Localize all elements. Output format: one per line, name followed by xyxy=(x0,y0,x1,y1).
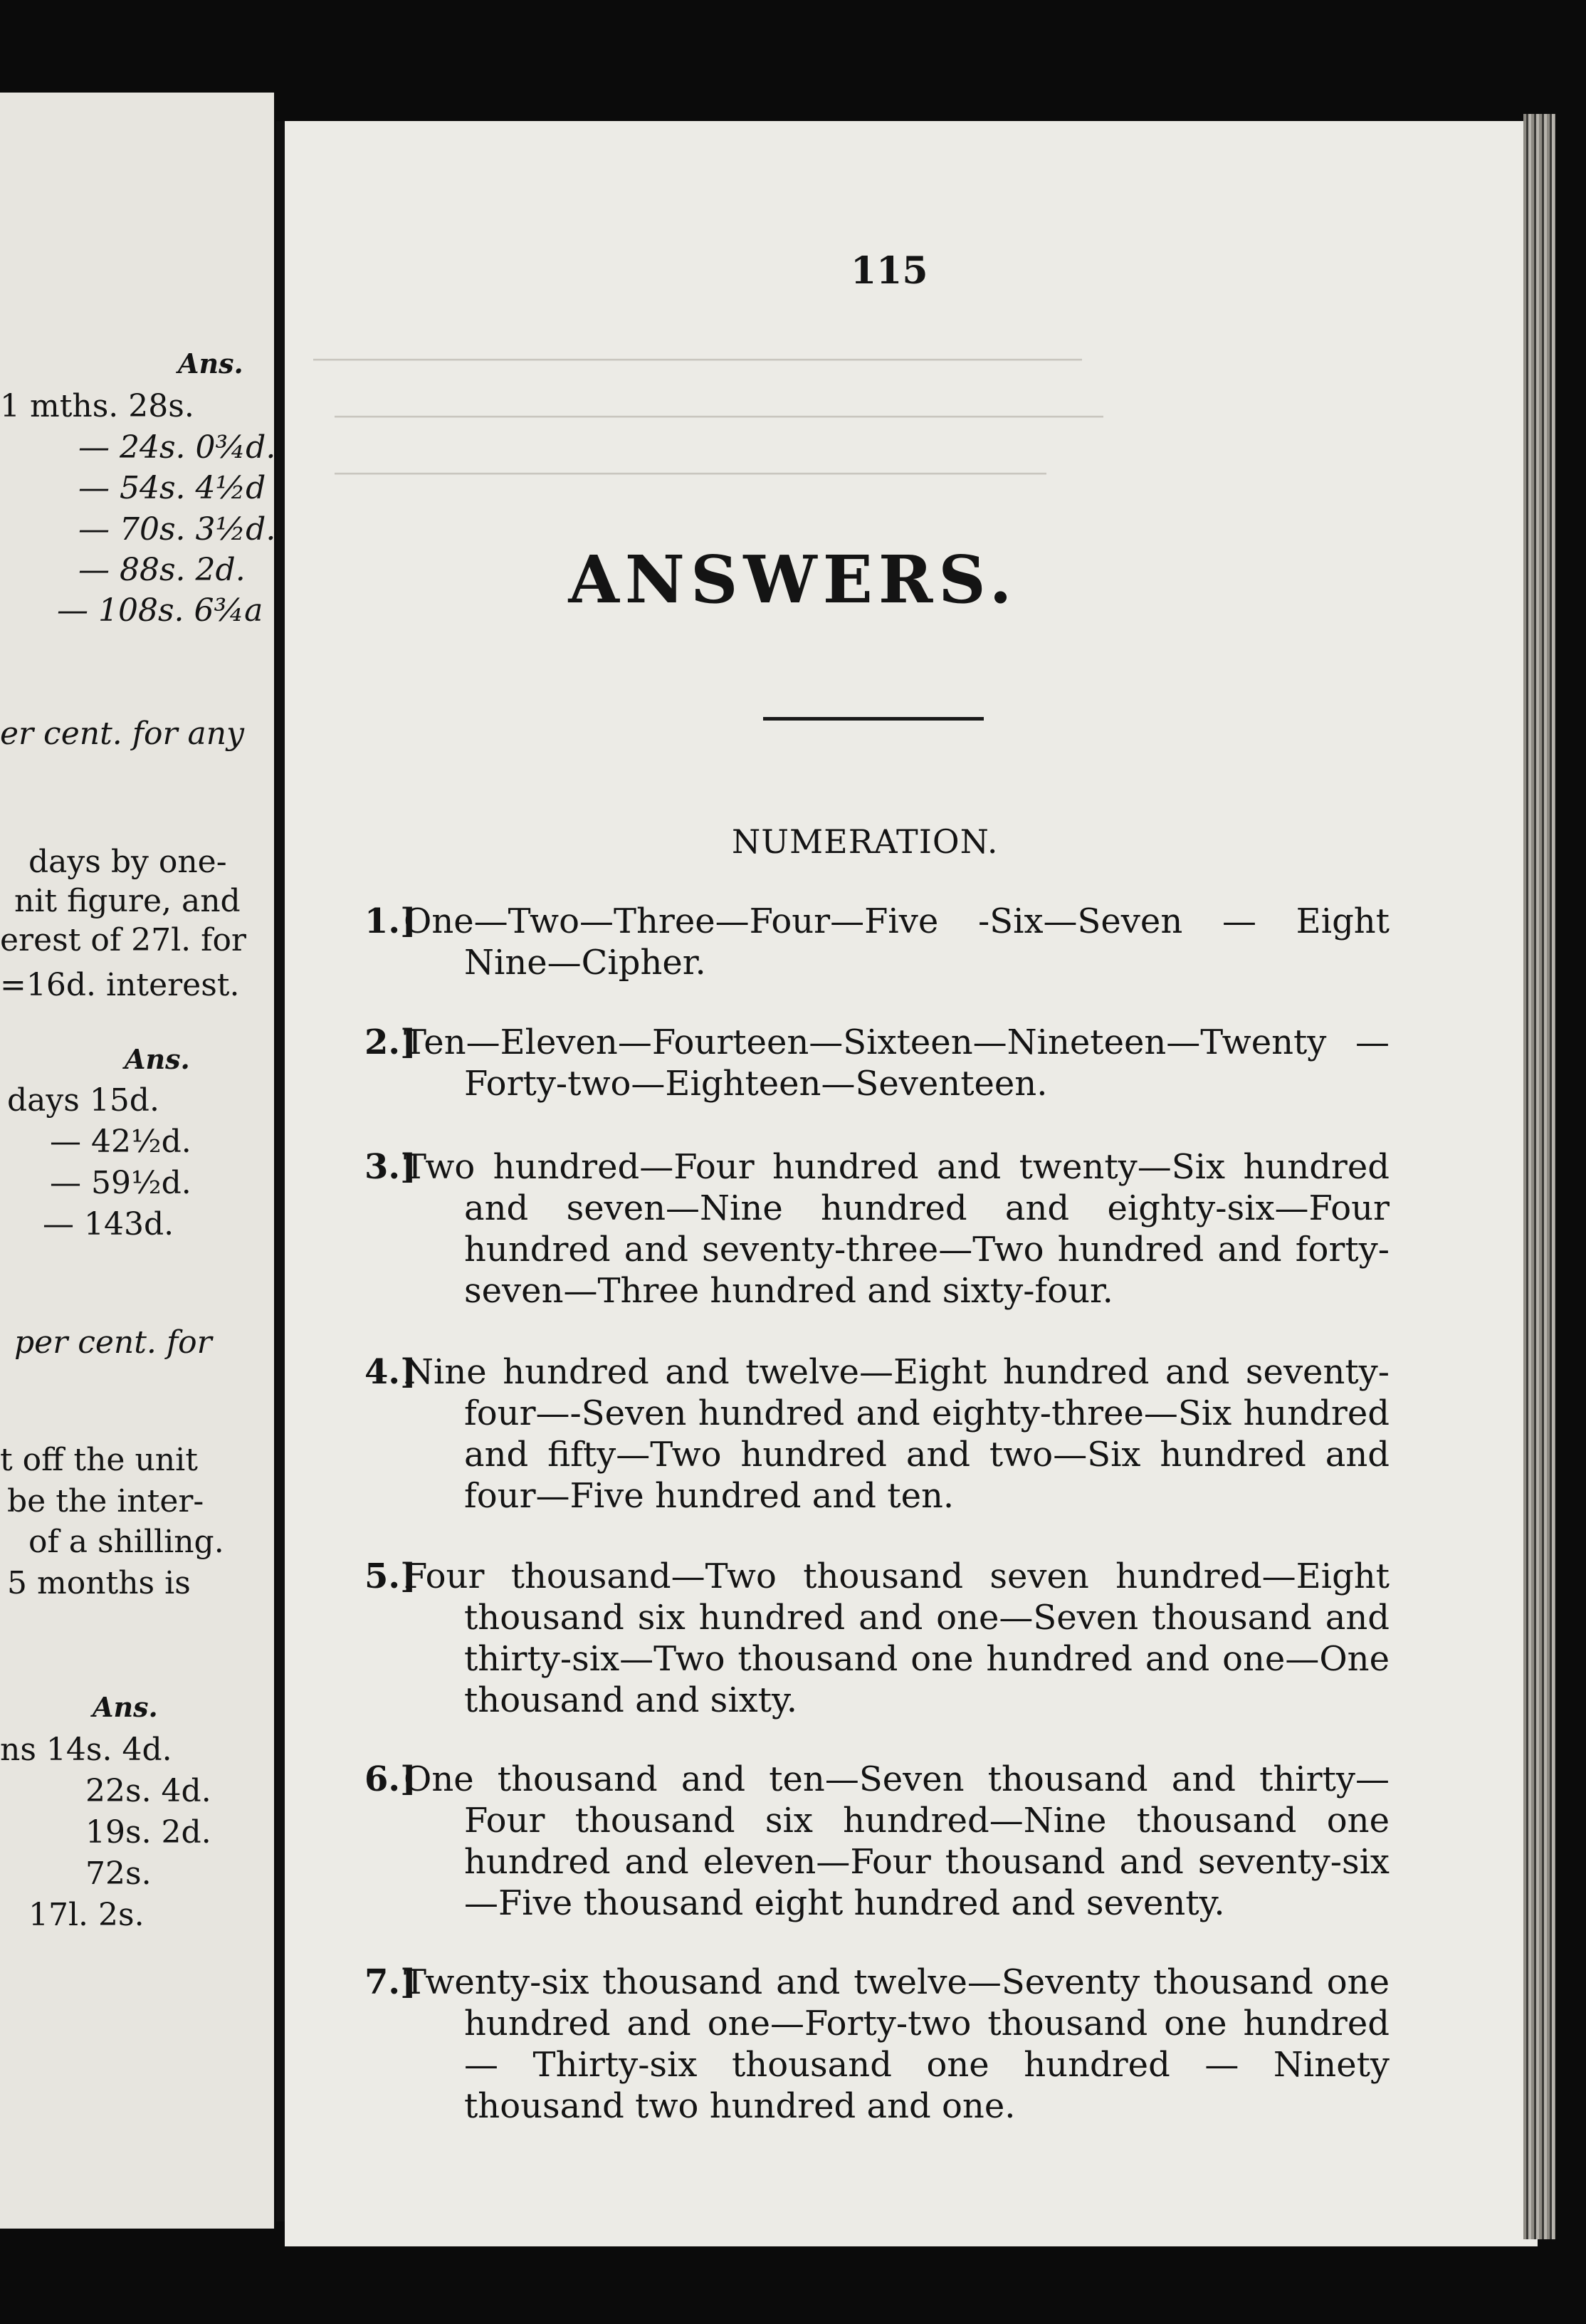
fragment-line: — 108s. 6¾a xyxy=(57,592,263,629)
fragment-line: 17l. 2s. xyxy=(28,1897,145,1933)
bleed-through-text: ――――――――――――――――――――――――――― xyxy=(313,342,1082,375)
answer-number: 2.] xyxy=(364,1022,416,1062)
fragment-line: — 70s. 3½d. xyxy=(78,511,276,548)
fragment-line: 1 mths. 28s. xyxy=(0,388,194,424)
fragment-line: — 88s. 2d. xyxy=(78,552,246,588)
answer-text: One thousand and ten—Seven thousand and thirty—Four thousand six hundred—Nine thousand one hundred and eleven—Four thousand and seventy-six—Five thousand eight hundred and seventy. xyxy=(404,1759,1390,1923)
answer-number: 6.] xyxy=(364,1759,416,1799)
fragment-line: 5 months is xyxy=(7,1565,191,1601)
fragment-line: er cent. for any xyxy=(0,716,244,752)
page-edge xyxy=(1523,114,1555,2239)
fragment-line: be the inter- xyxy=(7,1483,204,1519)
fragment-line: 19s. 2d. xyxy=(85,1814,211,1851)
answer-label: Ans. xyxy=(178,347,243,380)
fragment-line: =16d. interest. xyxy=(0,967,240,1003)
answer-text: Twenty-six thousand and twelve—Seventy thousand one hundred and one—Forty-two thousand one hundred — Thirty-six thousand one hundred — Ninety thousand two hundred and one. xyxy=(404,1962,1390,2126)
answer-text: Ten—Eleven—Fourteen—Sixteen—Nineteen—Twenty —Forty-two—Eighteen—Seventeen. xyxy=(404,1022,1390,1104)
fragment-line: — 54s. 4½d xyxy=(78,470,266,506)
answer-number: 3.] xyxy=(364,1147,416,1187)
fragment-line: — 143d. xyxy=(43,1206,174,1242)
section-heading: NUMERATION. xyxy=(732,822,999,861)
answer-item xyxy=(364,901,1390,983)
page-title: ANSWERS. xyxy=(568,541,1018,618)
fragment-line: days 15d. xyxy=(7,1082,159,1119)
answer-item xyxy=(364,1759,1390,1924)
answer-number: 4.] xyxy=(364,1352,416,1392)
answer-item xyxy=(364,1146,1390,1312)
fragment-line: of a shilling. xyxy=(28,1524,224,1560)
answer-text: One—Two—Three—Four—Five -Six—Seven — Eight Nine—Cipher. xyxy=(404,901,1390,983)
fragment-line: nit figure, and xyxy=(14,883,241,919)
answer-item xyxy=(364,1962,1390,2127)
title-divider xyxy=(763,717,984,721)
answer-text: Nine hundred and twelve—Eight hundred and seventy-four—-Seven hundred and eighty-three—Six hundred and fifty—Two hundred and two—Six hundred and four—Five hundred and ten. xyxy=(404,1352,1390,1516)
answer-number: 7.] xyxy=(364,1962,416,2002)
answer-number: 5.] xyxy=(364,1556,416,1596)
answer-item xyxy=(364,1556,1390,1721)
answer-item xyxy=(364,1022,1390,1104)
fragment-line: ns 14s. 4d. xyxy=(0,1732,172,1768)
answer-label: Ans. xyxy=(125,1043,190,1075)
answer-text: Two hundred—Four hundred and twenty—Six hundred and seven—Nine hundred and eighty-six—Four hundred and seventy-three—Two hundred and forty-seven—Three hundred and sixty-four. xyxy=(404,1147,1390,1311)
bleed-through-text: ――――――――――――――――――――――――― xyxy=(335,456,1046,488)
gutter-rule xyxy=(276,121,285,2221)
answer-text: Four thousand—Two thousand seven hundred—Eight thousand six hundred and one—Seven thousand and thirty-six—Two thousand one hundred and one—One thousand and sixty. xyxy=(404,1556,1390,1720)
bleed-through-text: ――――――――――――――――――――――――――― xyxy=(335,399,1103,431)
answer-item xyxy=(364,1351,1390,1517)
fragment-line: 72s. xyxy=(85,1855,152,1892)
answer-label: Ans. xyxy=(93,1691,158,1723)
fragment-line: 22s. 4d. xyxy=(85,1773,211,1809)
fragment-line: days by one- xyxy=(28,844,227,880)
page-number: 115 xyxy=(851,249,928,293)
answer-number: 1.] xyxy=(364,901,416,941)
fragment-line: — 42½d. xyxy=(50,1124,191,1160)
fragment-line: per cent. for xyxy=(14,1324,212,1361)
fragment-line: erest of 27l. for xyxy=(0,922,246,958)
fragment-line: — 59½d. xyxy=(50,1165,191,1201)
fragment-line: — 24s. 0¾d. xyxy=(78,429,276,466)
fragment-line: t off the unit xyxy=(0,1442,198,1478)
